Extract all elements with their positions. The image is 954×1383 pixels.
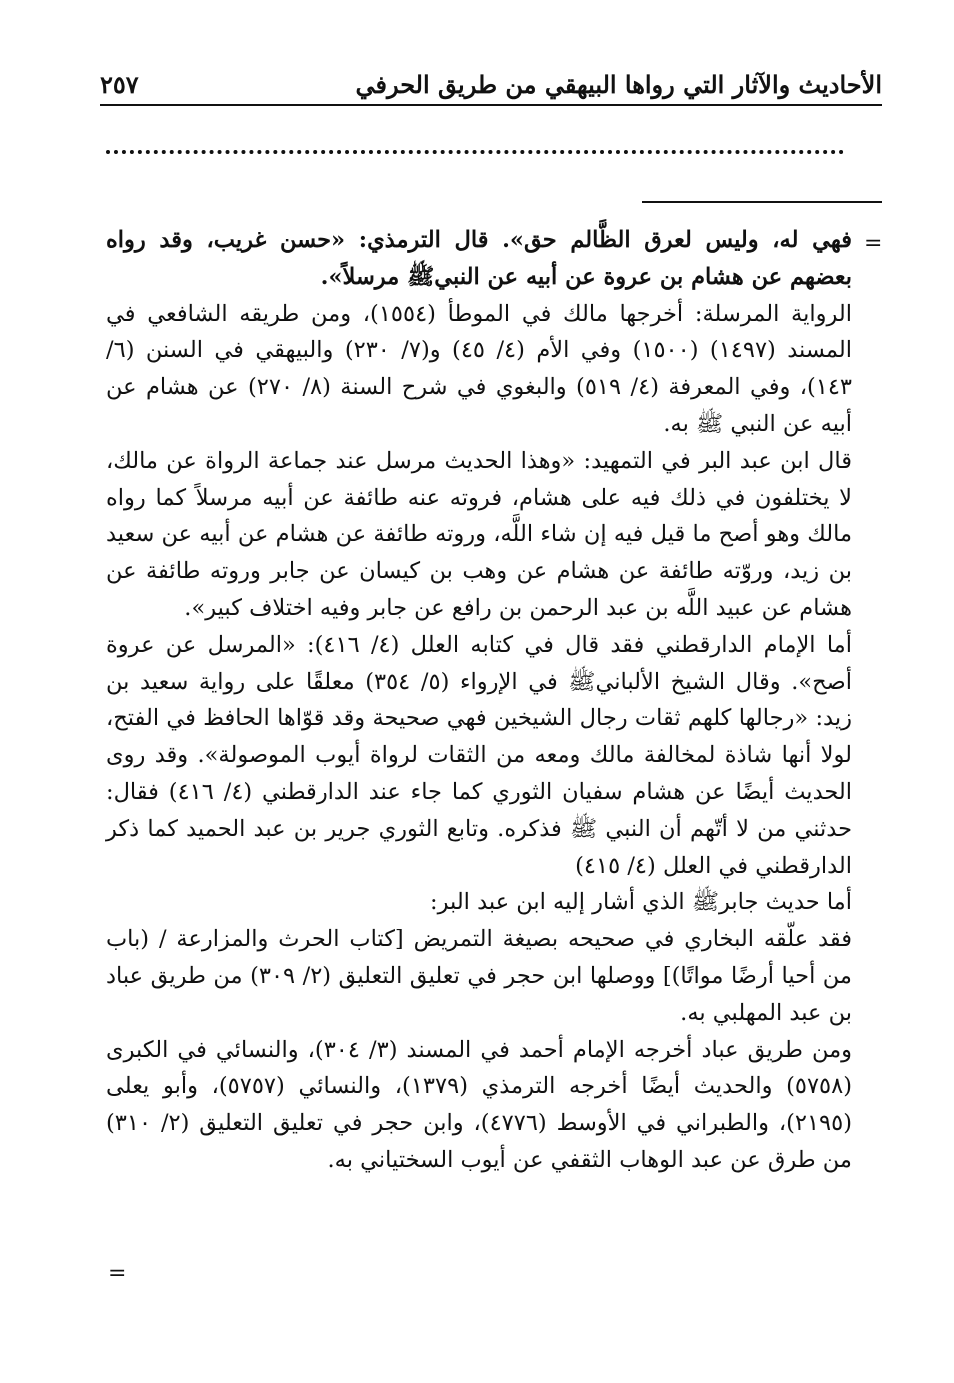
page-number: ٢٥٧ [100,70,139,99]
footnote-paragraph-5: أما حديث جابرﷺ الذي أشار إليه ابن عبد البر: [430,889,852,916]
footnote-paragraph-1: فهي له، وليس لعرق الظَّالم حق». قال الترمذي: «حسن غريب، وقد رواه بعضهم عن هشام بن عروة عن أبيه عن النبيﷺ مرسلاً». [106,227,852,290]
continuation-mark-bottom: = [108,1261,127,1286]
continuation-mark-top: = [864,231,883,256]
footnote-paragraph-4: أما الإمام الدارقطني فقد قال في كتابه العلل (٤/ ٤١٦): «المرسل عن عروة أصح». وقال الشيخ الألبانيﷺ في الإرواء (٥/ ٣٥٤) معلقًا على رواية سعيد بن زيد: «رجالها كلهم ثقات رجال الشيخين فهي صحيحة وقد قوّاها الحافظ في الفتح، لولا أنها شاذة لمخالفة مالك ومعه من الثقات لرواة أيوب الموصولة». وقد روى الحديث أيضًا عن هشام سفيان الثوري كما جاء عند الدارقطني (٤/ ٤١٦) فقال: حدثني من لا أتّهم أن النبي ﷺ فذكره. وتابع الثوري جرير بن عبد الحميد كما ذكر الدارقطني في العلل (٤/ ٤١٥) [106,631,853,879]
footnote-paragraph-6: فقد علّقه البخاري في صحيحه بصيغة التمريض [كتاب الحرث والمزارعة / (باب من أحيا أرضًا مواتًا)] ووصلها ابن حجر في تعليق التعليق (٢/ ٣٠٩) من طريق عباد بن عبد المهلبي به. [106,926,852,1026]
header-rule [100,104,882,106]
footnote-body [106,222,852,1179]
dotted-separator [106,150,844,154]
footnote-paragraph-3: قال ابن عبد البر في التمهيد: «وهذا الحديث مرسل عند جماعة الرواة عن مالك، لا يختلفون في ذلك فيه على هشام، فروته عنه طائفة عن أبيه مرسلاً كما رواه مالك وهو أصح ما قيل فيه إن شاء اللَّه، وروته طائفة عن هشام عن أبيه عن سعيد بن زيد، وروّته طائفة عن هشام عن وهب بن كيسان عن جابر وروته طائفة عن هشام عن عبيد اللَّه بن عبد الرحمن بن رافع عن جابر وفيه اختلاف كبير». [106,447,852,621]
footnote-paragraph-7: ومن طريق عباد أخرجه الإمام أحمد في المسند (٣/ ٣٠٤)، والنسائي في الكبرى (٥٧٥٨) والحديث أيضًا أخرجه الترمذي (١٣٧٩)، والنسائي (٥٧٥٧)، وأبو يعلى (٢١٩٥)، والطبراني في الأوسط (٤٧٧٦)، وابن حجر في تعليق التعليق (٢/ ٣١٠) من طرق عن عبد الوهاب الثقفي عن أيوب السختياني به. [106,1036,853,1173]
footnote-separator [642,201,882,203]
footnote-paragraph-2: الرواية المرسلة: أخرجها مالك في الموطأ (١٥٥٤)، ومن طريقه الشافعي في المسند (١٤٩٧) (١٥٠٠) وفي الأم (٤/ ٤٥) و(٧/ ٢٣٠) والبيهقي في السنن (٦/ ١٤٣)، وفي المعرفة (٤/ ٥١٩) والبغوي في شرح السنة (٨/ ٢٧٠) عن هشام عن أبيه عن النبي ﷺ به. [106,300,853,437]
running-header [100,58,882,102]
running-title: الأحاديث والآثار التي رواها البيهقي من طريق الحرفي [355,70,882,99]
